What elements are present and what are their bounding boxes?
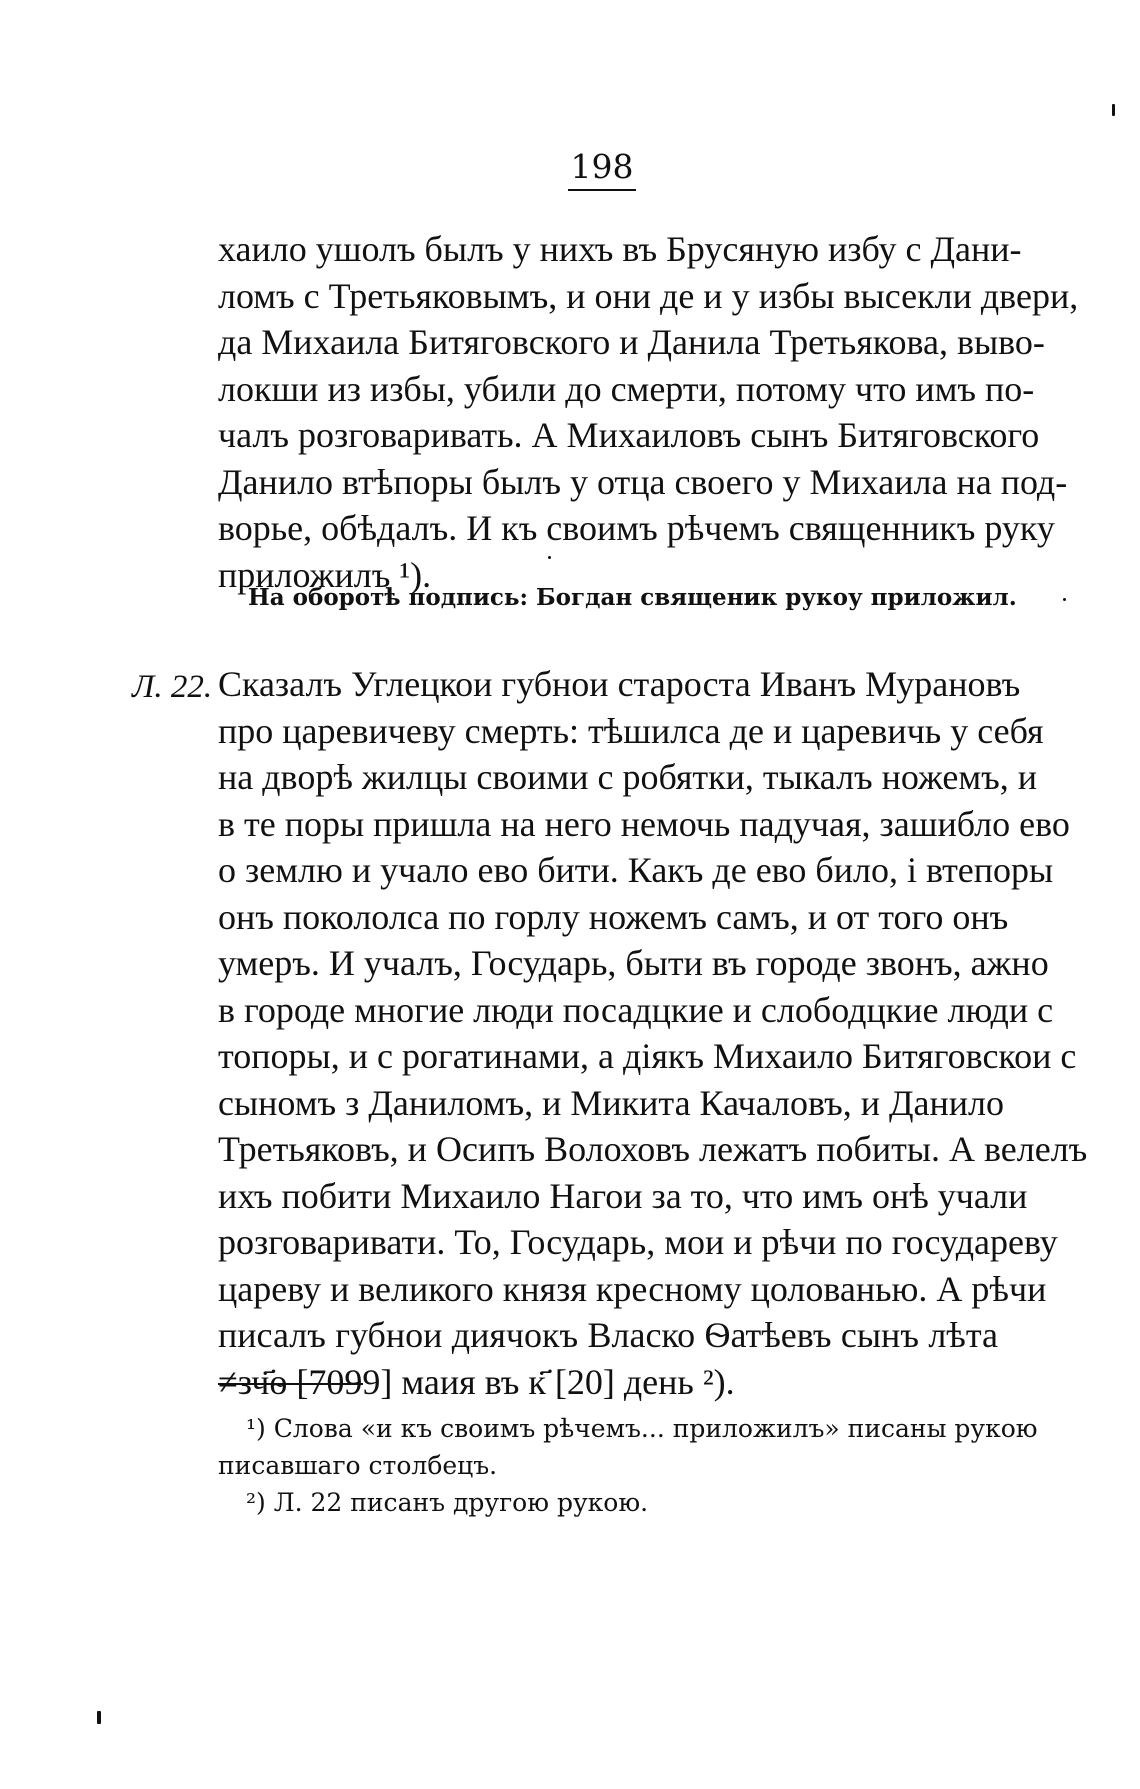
text-line: хаило ушолъ былъ у нихъ въ Брусяную избу с Дани- [218,229,1022,269]
footnote-line: писавшаго столбецъ. [218,1451,498,1480]
text-line: ломъ с Третьяковымъ, и они де и у избы высекли двери, [218,275,1079,316]
text-line: да Михаила Битяговского и Данила Третьякова, выво- [218,322,1045,362]
text-line: приложилъ ¹). [218,554,432,595]
text-line: ворье, обѣдалъ. И къ своимъ рѣчемъ священникъ руку [218,508,1055,548]
main-paragraph [218,661,1088,1405]
text-line: в те поры пришла на него немочь падучая, зашибло ево [218,803,1070,844]
text-line: умеръ. И учалъ, Государь, быти въ городе звонъ, ажно [218,943,1049,983]
text-line: цареву и великого князя кресному цолованью. А рѣчи [218,1268,1047,1309]
footnotes [218,1410,1038,1521]
text-line: на дворѣ жилцы своими с робятки, тыкалъ ножемъ, и [218,757,1038,797]
text-line: розговаривати. То, Государь, мои и рѣчи по государеву [218,1222,1058,1262]
text-line: Третьяковъ, и Осипъ Волоховъ лежатъ побиты. А велелъ [218,1129,1088,1169]
text-line: про царевичеву смерть: тѣшилса де и царевичь у себя [218,710,1044,751]
scan-speck [97,1711,101,1724]
footnote-separator [218,1383,363,1385]
text-line: локши из избы, убили до смерти, потому что имъ по- [218,368,1035,409]
text-line: Данило втѣпоры былъ у отца своего у Михаила на под- [218,461,1068,502]
text-line: ≠зч҃ѳ [7099] маия въ к҃ [20] день ²). [218,1361,735,1402]
text-line: Сказалъ Углецкои губнои староста Иванъ Мурановъ [218,664,1021,704]
footnote-line: ²) Л. 22 писанъ другою рукою. [246,1488,649,1517]
text-line: топоры, и с рогатинами, а діякъ Михаило Битяговскои с [218,1036,1077,1076]
text-line: о землю и учало ево бити. Какъ де ево било, і втепоры [218,850,1054,890]
text-line: сыномъ з Даниломъ, и Микита Качаловъ, и Данило [218,1082,1005,1123]
footnote-line: ¹) Слова «и къ своимъ рѣчемъ... приложилъ» писаны рукою [246,1414,1038,1443]
scan-speck [1063,598,1066,601]
footnote-1 [218,1410,1038,1484]
page-number: 198 [568,150,636,191]
scan-speck [548,556,551,559]
text-line: ихъ побити Михаило Нагои за то, что имъ онѣ учали [218,1175,1028,1216]
text-line: чалъ розговаривать. А Михаиловъ сынъ Битяговского [218,415,1040,455]
footnote-2 [218,1484,998,1521]
reverse-inscription: На оборотѣ подпись: Богдан священик рукоу приложил. [248,584,1017,611]
top-paragraph [218,226,1079,598]
folio-mark: Л. 22. [132,669,213,705]
text-line: писалъ губнои диячокъ Власко Ѳатѣевъ сынъ лѣта [218,1315,998,1355]
text-line: онъ покололса по горлу ножемъ самъ, и от того онъ [218,896,1009,937]
text-line: в городе многие люди посадцкие и слободцкие люди с [218,989,1054,1030]
scan-speck [1112,104,1115,116]
